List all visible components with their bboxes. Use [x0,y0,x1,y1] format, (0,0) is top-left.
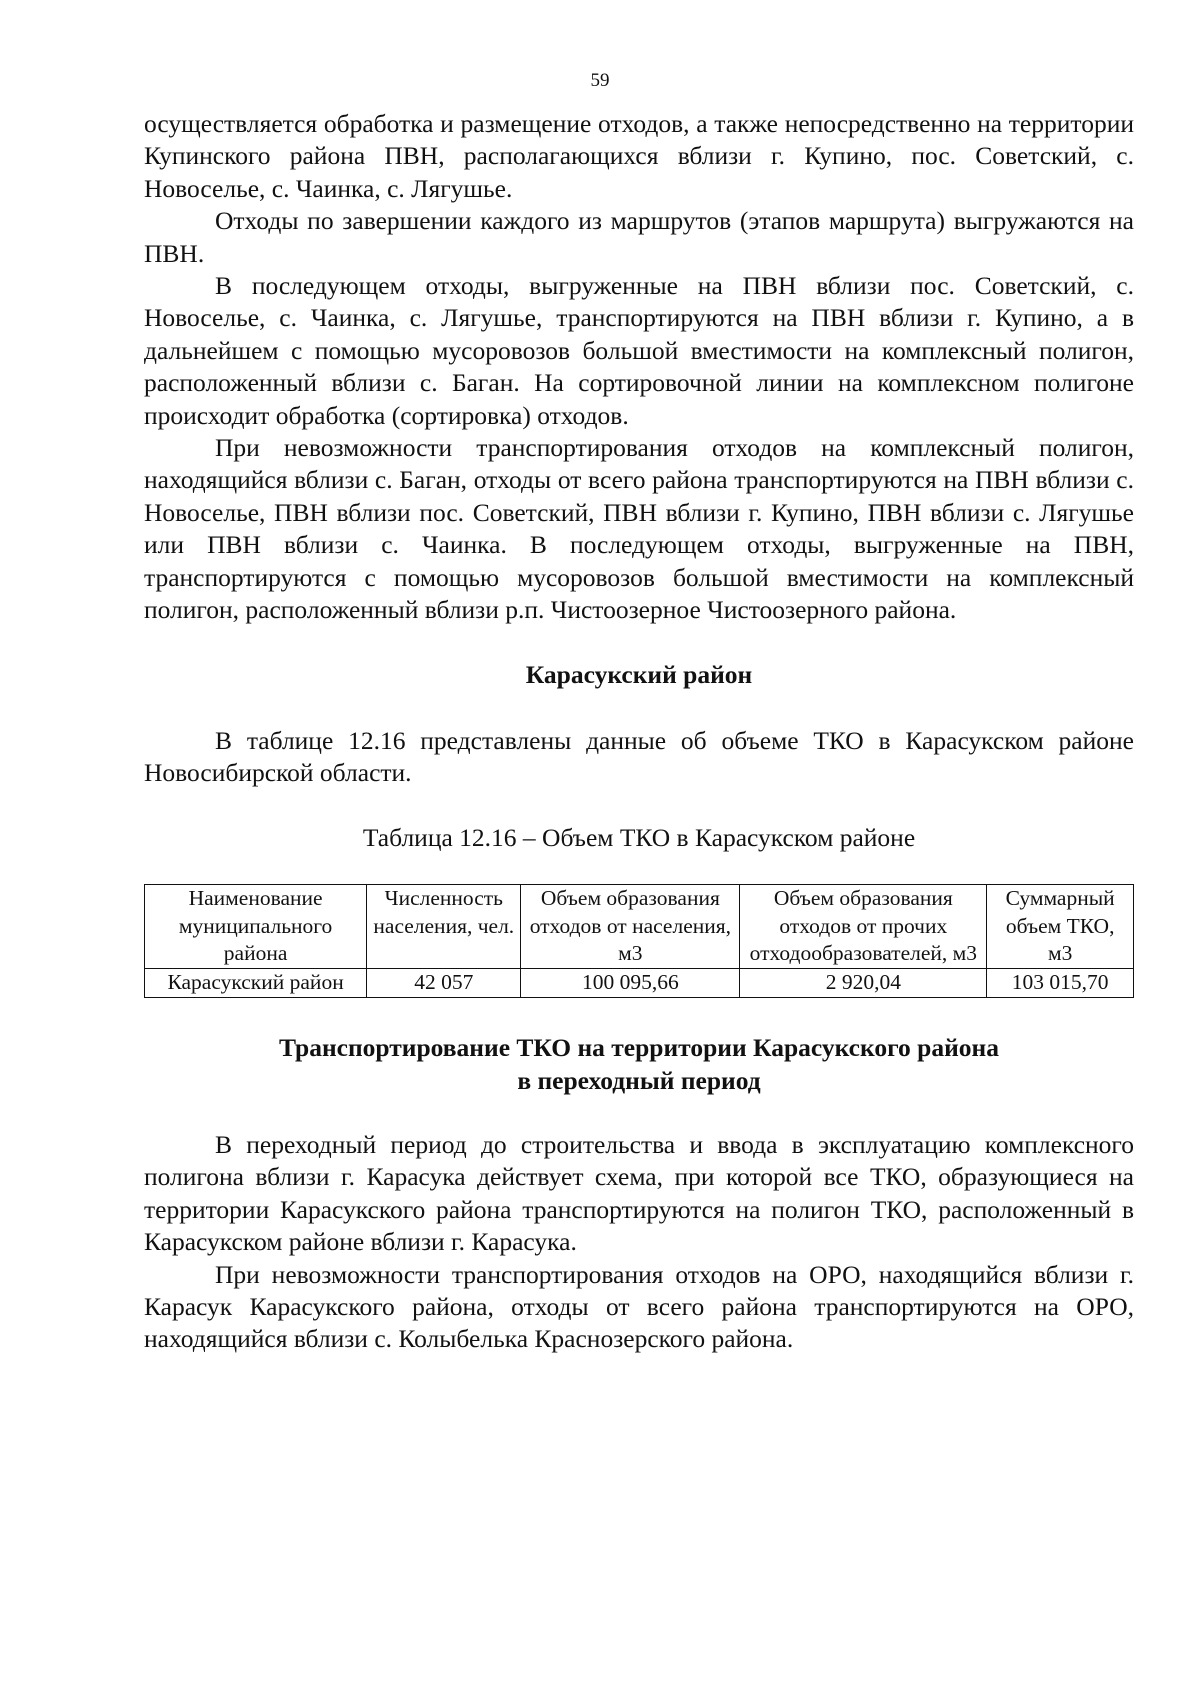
paragraph-transition-scheme: В переходный период до строительства и ввода в эксплуатацию комплексного полигона вблизи г. Карасука действует схема, при которой все ТКО, образующиеся на территории Карасукского района транспортируются на полигон ТКО, расположенный в Карасукском районе вблизи г. Карасука. [144,1129,1134,1257]
cell-population-waste: 100 095,66 [521,968,740,998]
paragraph-alternative-route: При невозможности транспортирования отходов на комплексный полигон, находящийся вблизи с. Баган, отходы от всего района транспортируются на ПВН вблизи с. Новоселье, ПВН вблизи пос. Советский, ПВН вблизи г. Купино, ПВН вблизи с. Лягушье или ПВН вблизи с. Чаинка. В последующем отходы, выгруженные на ПВН, транспортируются с помощью мусоровозов большой вместимости на комплексный полигон, расположенный вблизи р.п. Чистоозерное Чистоозерного района. [144,433,1134,625]
paragraph-table-intro: В таблице 12.16 представлены данные об объеме ТКО в Карасукском районе Новосибирской области. [144,725,1134,788]
table-row [145,968,1134,998]
paragraph-oro-alternative: При невозможности транспортирования отходов на ОРО, находящийся вблизи г. Карасук Карасукского района, отходы от всего района транспортируются на ОРО, находящийся вблизи с. Колыбелька Краснозерского района. [144,1259,1134,1354]
table-caption: Таблица 12.16 – Объем ТКО в Карасукском районе [362,822,916,852]
table-header-row [145,885,1134,969]
paragraph-unloading: Отходы по завершении каждого из маршрутов (этапов маршрута) выгружаются на ПВН. [144,206,1134,268]
cell-population: 42 057 [367,968,521,998]
cell-district-name: Карасукский район [145,968,367,998]
header-other-waste: Объем образования отходов от прочих отходообразователей, м3 [740,885,987,969]
paragraph-transport-kupino: В последующем отходы, выгруженные на ПВН вблизи пос. Советский, с. Новоселье, с. Чаинка, с. Лягушье, транспортируются на ПВН вблизи г. Купино, а в дальнейшем с помощью мусоровозов большой вместимости на комплексный полигон, расположенный вблизи с. Баган. На сортировочной линии на комплексном полигоне происходит обработка (сортировка) отходов. [144,271,1134,430]
section-title: Карасукский район [525,659,753,689]
transport-title-line-2: в переходный период [517,1065,761,1095]
transport-title-line-1: Транспортирование ТКО на территории Карасукского района [279,1033,999,1063]
paragraph-continuation: осуществляется обработка и размещение отходов, а также непосредственно на территории Купинского района ПВН, располагающихся вблизи г. Купино, пос. Советский, с. Новоселье, с. Чаинка, с. Лягушье. [144,109,1134,203]
header-total-waste: Суммарный объем ТКО, м3 [987,885,1134,969]
page-number: 59 [590,70,610,91]
cell-total-waste: 103 015,70 [987,968,1134,998]
cell-other-waste: 2 920,04 [740,968,987,998]
waste-volume-table [144,884,1134,998]
header-population: Численность населения, чел. [367,885,521,969]
document-body [144,108,1134,1356]
header-population-waste: Объем образования отходов от населения, м3 [521,885,740,969]
transport-section-title [144,1032,1134,1097]
header-district-name: Наименование муниципального района [145,885,367,969]
